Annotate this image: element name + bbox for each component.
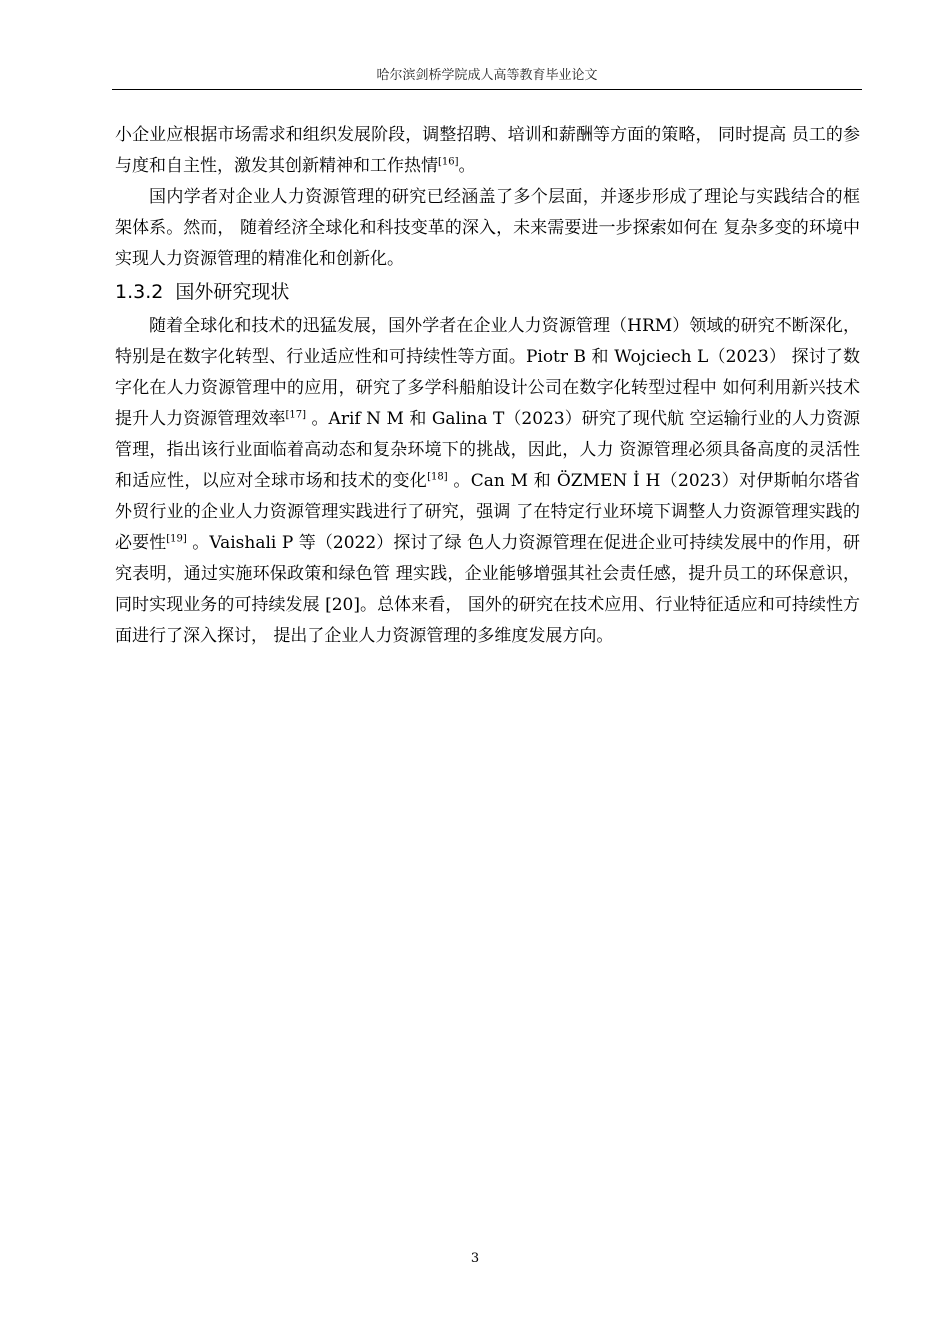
paragraph-1	[115, 120, 860, 182]
paragraph-1-end: 。	[458, 156, 476, 176]
section-number: 1.3.2	[115, 281, 164, 303]
section-heading	[115, 275, 860, 311]
citation-19: [19]	[166, 533, 187, 545]
paragraph-3-part-3: 。Can M 和 ÖZMEN İ H（2023）对伊斯帕尔塔省外贸行业的企业人力资源管理实践进行了研究，强调 了在特定行业环境下调整人力资源管理实践的必要性	[115, 471, 861, 553]
section-title: 国外研究现状	[175, 281, 290, 303]
citation-16: [16]	[438, 156, 459, 168]
paragraph-2: 国内学者对企业人力资源管理的研究已经涵盖了多个层面，并逐步形成了理论与实践结合的框架体系。然而， 随着经济全球化和科技变革的深入，未来需要进一步探索如何在 复杂多变的环境中实现人力资源管理的精准化和创新化。	[115, 187, 860, 269]
paragraph-3	[115, 311, 860, 652]
header-rule	[112, 89, 862, 90]
paragraph-3-part-2: 。Arif N M 和 Galina T（2023）研究了现代航 空运输行业的人力资源管理，指出该行业面临着高动态和复杂环境下的挑战，因此，人力 资源管理必须具备高度的灵活性和适应性，以应对全球市场和技术的变化	[115, 409, 860, 491]
paragraph-1-text: 小企业应根据市场需求和组织发展阶段，调整招聘、培训和薪酬等方面的策略， 同时提高 员工的参与度和自主性，激发其创新精神和工作热情	[115, 125, 860, 176]
running-header: 哈尔滨剑桥学院成人高等教育毕业论文	[376, 68, 598, 83]
citation-17: [17]	[285, 409, 307, 421]
paragraph-3-part-4: 。Vaishali P 等（2022）探讨了绿 色人力资源管理在促进企业可持续发展中的作用，研究表明，通过实施环保政策和绿色管 理实践，企业能够增强其社会责任感，提升员工的环保意识，同时实现业务的可持续发展 [20]。总体来看， 国外的研究在技术应用、行业特征适应和可持续性方面进行了深入探讨， 提出了企业人力资源管理的多维度发展方向。	[115, 533, 861, 646]
citation-18: [18]	[427, 471, 448, 483]
body-text	[115, 120, 860, 652]
page-number: 3	[470, 1251, 480, 1266]
paragraph-3-part-1: 随着全球化和技术的迅猛发展，国外学者在企业人力资源管理（HRM）领域的研究不断深化，特别是在数字化转型、行业适应性和可持续性等方面。Piotr B 和 Wojciech L（2023） 探讨了数字化在人力资源管理中的应用，研究了多学科船舶设计公司在数字化转型过程中 如何利用新兴技术提升人力资源管理效率	[115, 316, 860, 429]
